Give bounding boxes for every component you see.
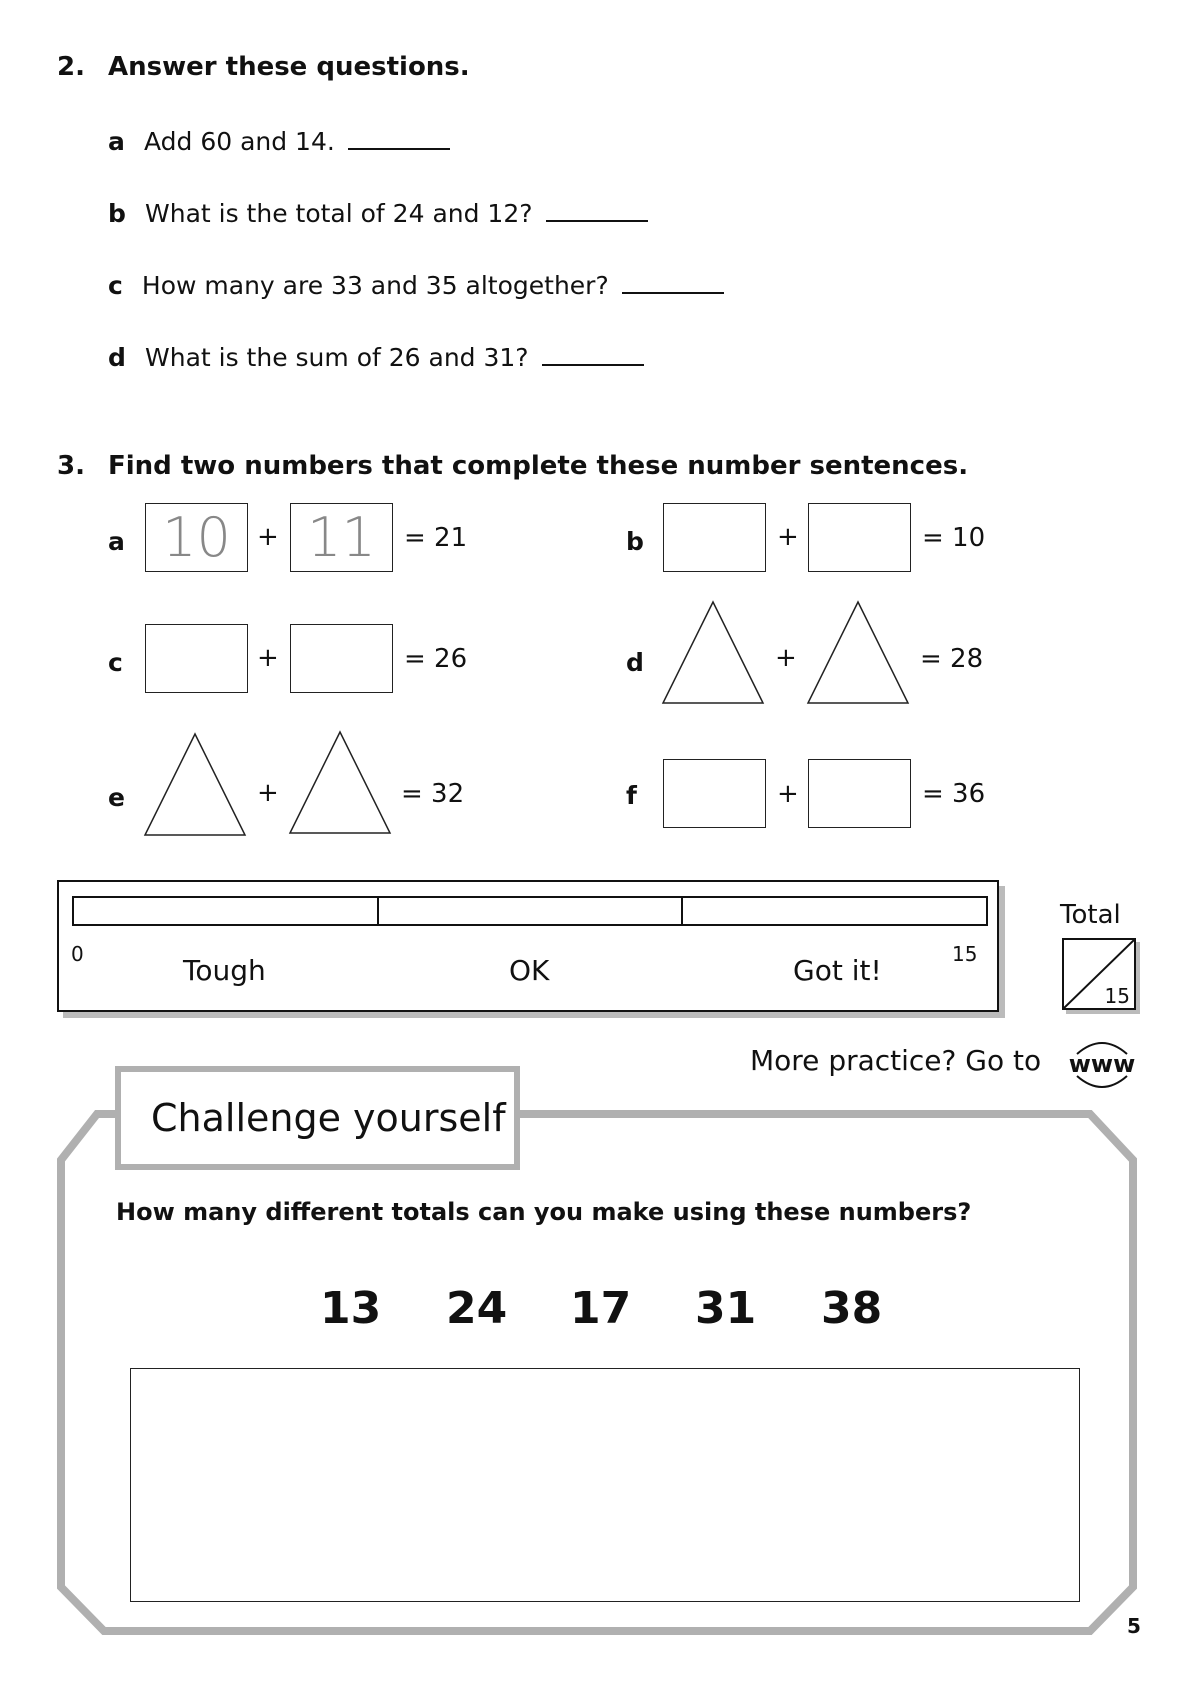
total-score-box[interactable] <box>1062 938 1136 1010</box>
self-assessment-panel <box>57 880 999 1012</box>
www-label: www <box>1068 1050 1136 1078</box>
question-2a <box>108 127 450 156</box>
total-label: Total <box>1060 900 1121 930</box>
answer-box-f2[interactable] <box>808 759 911 828</box>
challenge-number: 24 <box>446 1283 508 1334</box>
answer-box-c2[interactable] <box>290 624 393 693</box>
question-3-number: 3. <box>57 451 85 481</box>
row-letter-f: f <box>626 781 637 810</box>
mood-label-got-it: Got it! <box>793 954 882 987</box>
row-letter-d: d <box>626 648 644 677</box>
sub-letter: d <box>108 343 126 372</box>
page-number: 5 <box>1127 1614 1141 1638</box>
plus-sign: + <box>257 778 279 808</box>
equation-result: = 26 <box>404 644 468 674</box>
question-2c <box>108 271 724 300</box>
answer-box-a2[interactable] <box>290 503 393 572</box>
plus-sign: + <box>777 522 799 552</box>
answer-box-b2[interactable] <box>808 503 911 572</box>
question-text: How many are 33 and 35 altogether? <box>141 271 609 300</box>
equation-result: = 32 <box>401 779 465 809</box>
answer-line-d[interactable] <box>542 364 644 366</box>
answer-triangle-d1[interactable] <box>661 600 765 705</box>
question-text: What is the sum of 26 and 31? <box>145 343 529 372</box>
answer-line-b[interactable] <box>546 220 648 222</box>
row-letter-b: b <box>626 527 644 556</box>
scale-min-label: 0 <box>71 942 84 966</box>
row-letter-c: c <box>108 648 123 677</box>
answer-triangle-e2[interactable] <box>288 730 392 835</box>
question-2b <box>108 199 648 228</box>
question-2-number: 2. <box>57 52 85 82</box>
track-segment-got-it[interactable] <box>683 898 986 924</box>
plus-sign: + <box>257 643 279 673</box>
equation-result: = 10 <box>922 523 986 553</box>
question-2-heading: Answer these questions. <box>108 52 470 82</box>
equation-result: = 28 <box>920 644 984 674</box>
challenge-question: How many different totals can you make using these numbers? <box>116 1198 972 1226</box>
answer-line-c[interactable] <box>622 292 724 294</box>
answer-box-c1[interactable] <box>145 624 248 693</box>
mood-label-tough: Tough <box>183 954 266 987</box>
self-assessment-track[interactable] <box>72 896 988 926</box>
answer-box-f1[interactable] <box>663 759 766 828</box>
scale-max-label: 15 <box>952 942 978 966</box>
challenge-number: 13 <box>320 1283 382 1334</box>
handwritten-answer: 11 <box>307 506 376 569</box>
sub-letter: a <box>108 127 125 156</box>
equation-result: = 21 <box>404 523 468 553</box>
challenge-number: 31 <box>695 1283 757 1334</box>
plus-sign: + <box>257 522 279 552</box>
answer-triangle-d2[interactable] <box>806 600 910 705</box>
more-practice-text: More practice? Go to <box>750 1044 1042 1077</box>
question-text: What is the total of 24 and 12? <box>145 199 533 228</box>
challenge-answer-area[interactable] <box>130 1368 1080 1602</box>
question-2d <box>108 343 644 372</box>
plus-sign: + <box>777 779 799 809</box>
challenge-number: 17 <box>570 1283 632 1334</box>
plus-sign: + <box>775 643 797 673</box>
answer-triangle-e1[interactable] <box>143 732 247 837</box>
total-out-of: 15 <box>1104 984 1130 1008</box>
answer-box-b1[interactable] <box>663 503 766 572</box>
question-3-heading: Find two numbers that complete these number sentences. <box>108 451 969 481</box>
track-segment-tough[interactable] <box>74 898 379 924</box>
challenge-title <box>115 1066 520 1170</box>
handwritten-answer: 10 <box>162 506 231 569</box>
equation-result: = 36 <box>922 779 986 809</box>
answer-box-a1[interactable] <box>145 503 248 572</box>
row-letter-a: a <box>108 527 125 556</box>
sub-letter: c <box>108 271 123 300</box>
sub-letter: b <box>108 199 126 228</box>
challenge-title-text: Challenge yourself <box>151 1096 506 1140</box>
mood-label-ok: OK <box>509 954 550 987</box>
track-segment-ok[interactable] <box>379 898 684 924</box>
row-letter-e: e <box>108 783 125 812</box>
challenge-number: 38 <box>821 1283 883 1334</box>
question-text: Add 60 and 14. <box>143 127 335 156</box>
answer-line-a[interactable] <box>348 148 450 150</box>
www-icon[interactable] <box>1063 1036 1141 1092</box>
